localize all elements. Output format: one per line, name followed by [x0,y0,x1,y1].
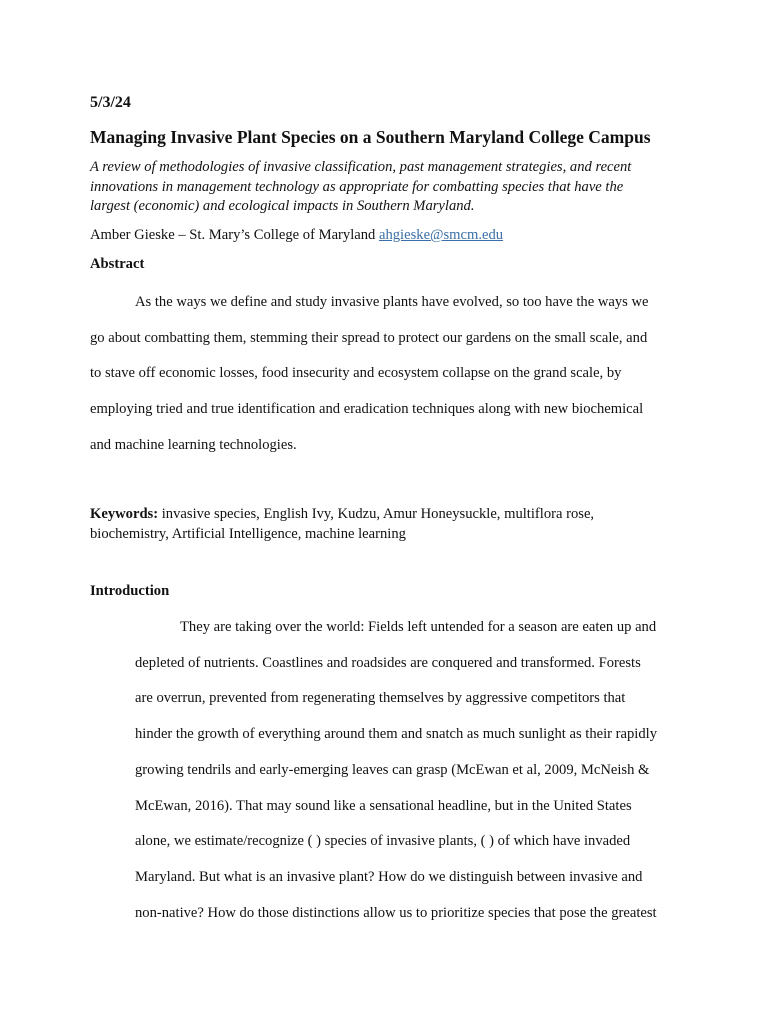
introduction-heading: Introduction [90,583,170,599]
abstract-line: As the ways we define and study invasive plants have evolved, so too have the ways we [135,294,649,310]
subtitle-line: A review of methodologies of invasive classification, past management strategies, and recent [90,159,632,175]
keywords-list-part-2: biochemistry, Artificial Intelligence, machine learning [90,526,406,542]
introduction-line: growing tendrils and early-emerging leaves can grasp (McEwan et al, 2009, McNeish & [135,761,650,778]
introduction-line: McEwan, 2016). That may sound like a sensational headline, but in the United States [135,797,632,814]
introduction-line: depleted of nutrients. Coastlines and roadsides are conquered and transformed. Forests [135,654,641,671]
author-affiliation: Amber Gieske – St. Mary’s College of Maryland [90,227,379,243]
keywords-line-1 [90,504,690,524]
introduction-line: Maryland. But what is an invasive plant? How do we distinguish between invasive and [135,868,643,885]
document-subtitle [90,158,670,217]
author-line [90,227,503,244]
abstract-line: employing tried and true identification and eradication techniques along with new biochemical [90,401,644,418]
abstract-body [90,285,690,464]
keywords-label: Keywords: [90,506,159,522]
introduction-line: non-native? How do those distinctions allow us to prioritize species that pose the greatest [135,904,657,921]
abstract-line: to stave off economic losses, food insecurity and ecosystem collapse on the grand scale, by [90,365,622,382]
introduction-line: They are taking over the world: Fields left untended for a season are eaten up and [180,619,657,635]
introduction-line: hinder the growth of everything around them and snatch as much sunlight as their rapidly [135,726,658,743]
introduction-line: alone, we estimate/recognize ( ) species of invasive plants, ( ) of which have invaded [135,833,631,850]
document-date: 5/3/24 [90,94,131,111]
keywords-list-part-1: invasive species, English Ivy, Kudzu, Amur Honeysuckle, multiflora rose, [158,506,595,522]
introduction-body [135,610,695,931]
subtitle-line: innovations in management technology as appropriate for combatting species that have the [90,178,624,195]
subtitle-line: largest (economic) and ecological impacts in Southern Maryland. [90,198,475,214]
document-title: Managing Invasive Plant Species on a Southern Maryland College Campus [90,127,651,147]
abstract-heading: Abstract [90,256,145,272]
keywords-section [90,504,690,544]
author-email-link[interactable]: ahgieske@smcm.edu [378,227,504,243]
introduction-line: are overrun, prevented from regenerating themselves by aggressive competitors that [135,690,626,707]
abstract-line: go about combatting them, stemming their spread to protect our gardens on the small scale, and [90,329,648,346]
abstract-line: and machine learning technologies. [90,436,297,453]
